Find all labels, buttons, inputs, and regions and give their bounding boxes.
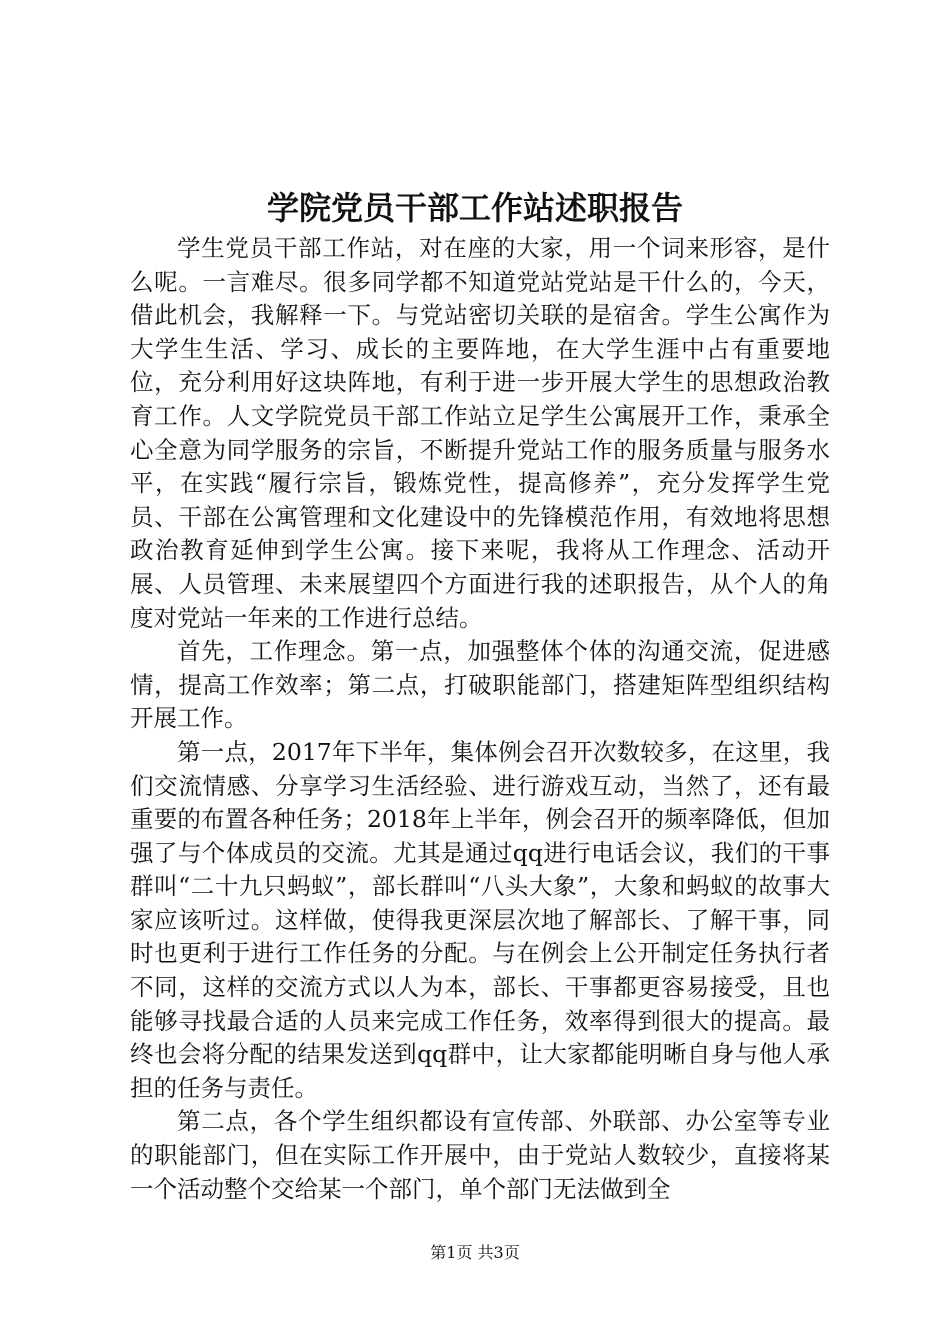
paragraph-point-two: 第二点，各个学生组织都设有宣传部、外联部、办公室等专业的职能部门，但在实际工作开展中，由于党站人数较少，直接将某一个活动整个交给某一个部门，单个部门无法做到全 [130,1107,830,1203]
document-title: 学院党员干部工作站述职报告 [266,189,683,227]
page-footer: 第1页 共3页 [430,1243,520,1262]
paragraph-point-one: 第一点，2017年下半年，集体例会召开次数较多，在这里，我们交流情感、分享学习生活经验、进行游戏互动，当然了，还有最重要的布置各种任务；2018年上半年，例会召开的频率降低，但加强了与个体成员的交流。尤其是通过qq进行电话会议，我们的干事群叫“二十九只蚂蚁”，部长群叫“八头大象”，大象和蚂蚁的故事大家应该听过。这样做，使得我更深层次地了解部长、了解干事，同时也更利于进行工作任务的分配。与在例会上公开制定任务执行者不同，这样的交流方式以人为本，部长、干事都更容易接受，且也能够寻找最合适的人员来完成工作任务，效率得到很大的提高。最终也会将分配的结果发送到qq群中，让大家都能明晰自身与他人承担的任务与责任。 [130,737,830,1102]
paragraph-work-concept: 首先，工作理念。第一点，加强整体个体的沟通交流，促进感情，提高工作效率；第二点，打破职能部门，搭建矩阵型组织结构开展工作。 [130,637,830,733]
paragraph-intro: 学生党员干部工作站，对在座的大家，用一个词来形容，是什么呢。一言难尽。很多同学都不知道党站党站是干什么的，今天，借此机会，我解释一下。与党站密切关联的是宿舍。学生公寓作为大学生生活、学习、成长的主要阵地，在大学生涯中占有重要地位，充分利用好这块阵地，有利于进一步开展大学生的思想政治教育工作。人文学院党员干部工作站立足学生公寓展开工作，秉承全心全意为同学服务的宗旨，不断提升党站工作的服务质量与服务水平，在实践“履行宗旨，锻炼党性，提高修养”，充分发挥学生党员、干部在公寓管理和文化建设中的先锋模范作用，有效地将思想政治教育延伸到学生公寓。接下来呢，我将从工作理念、活动开展、人员管理、未来展望四个方面进行我的述职报告，从个人的角度对党站一年来的工作进行总结。 [130,234,830,632]
document-body [130,232,830,1206]
